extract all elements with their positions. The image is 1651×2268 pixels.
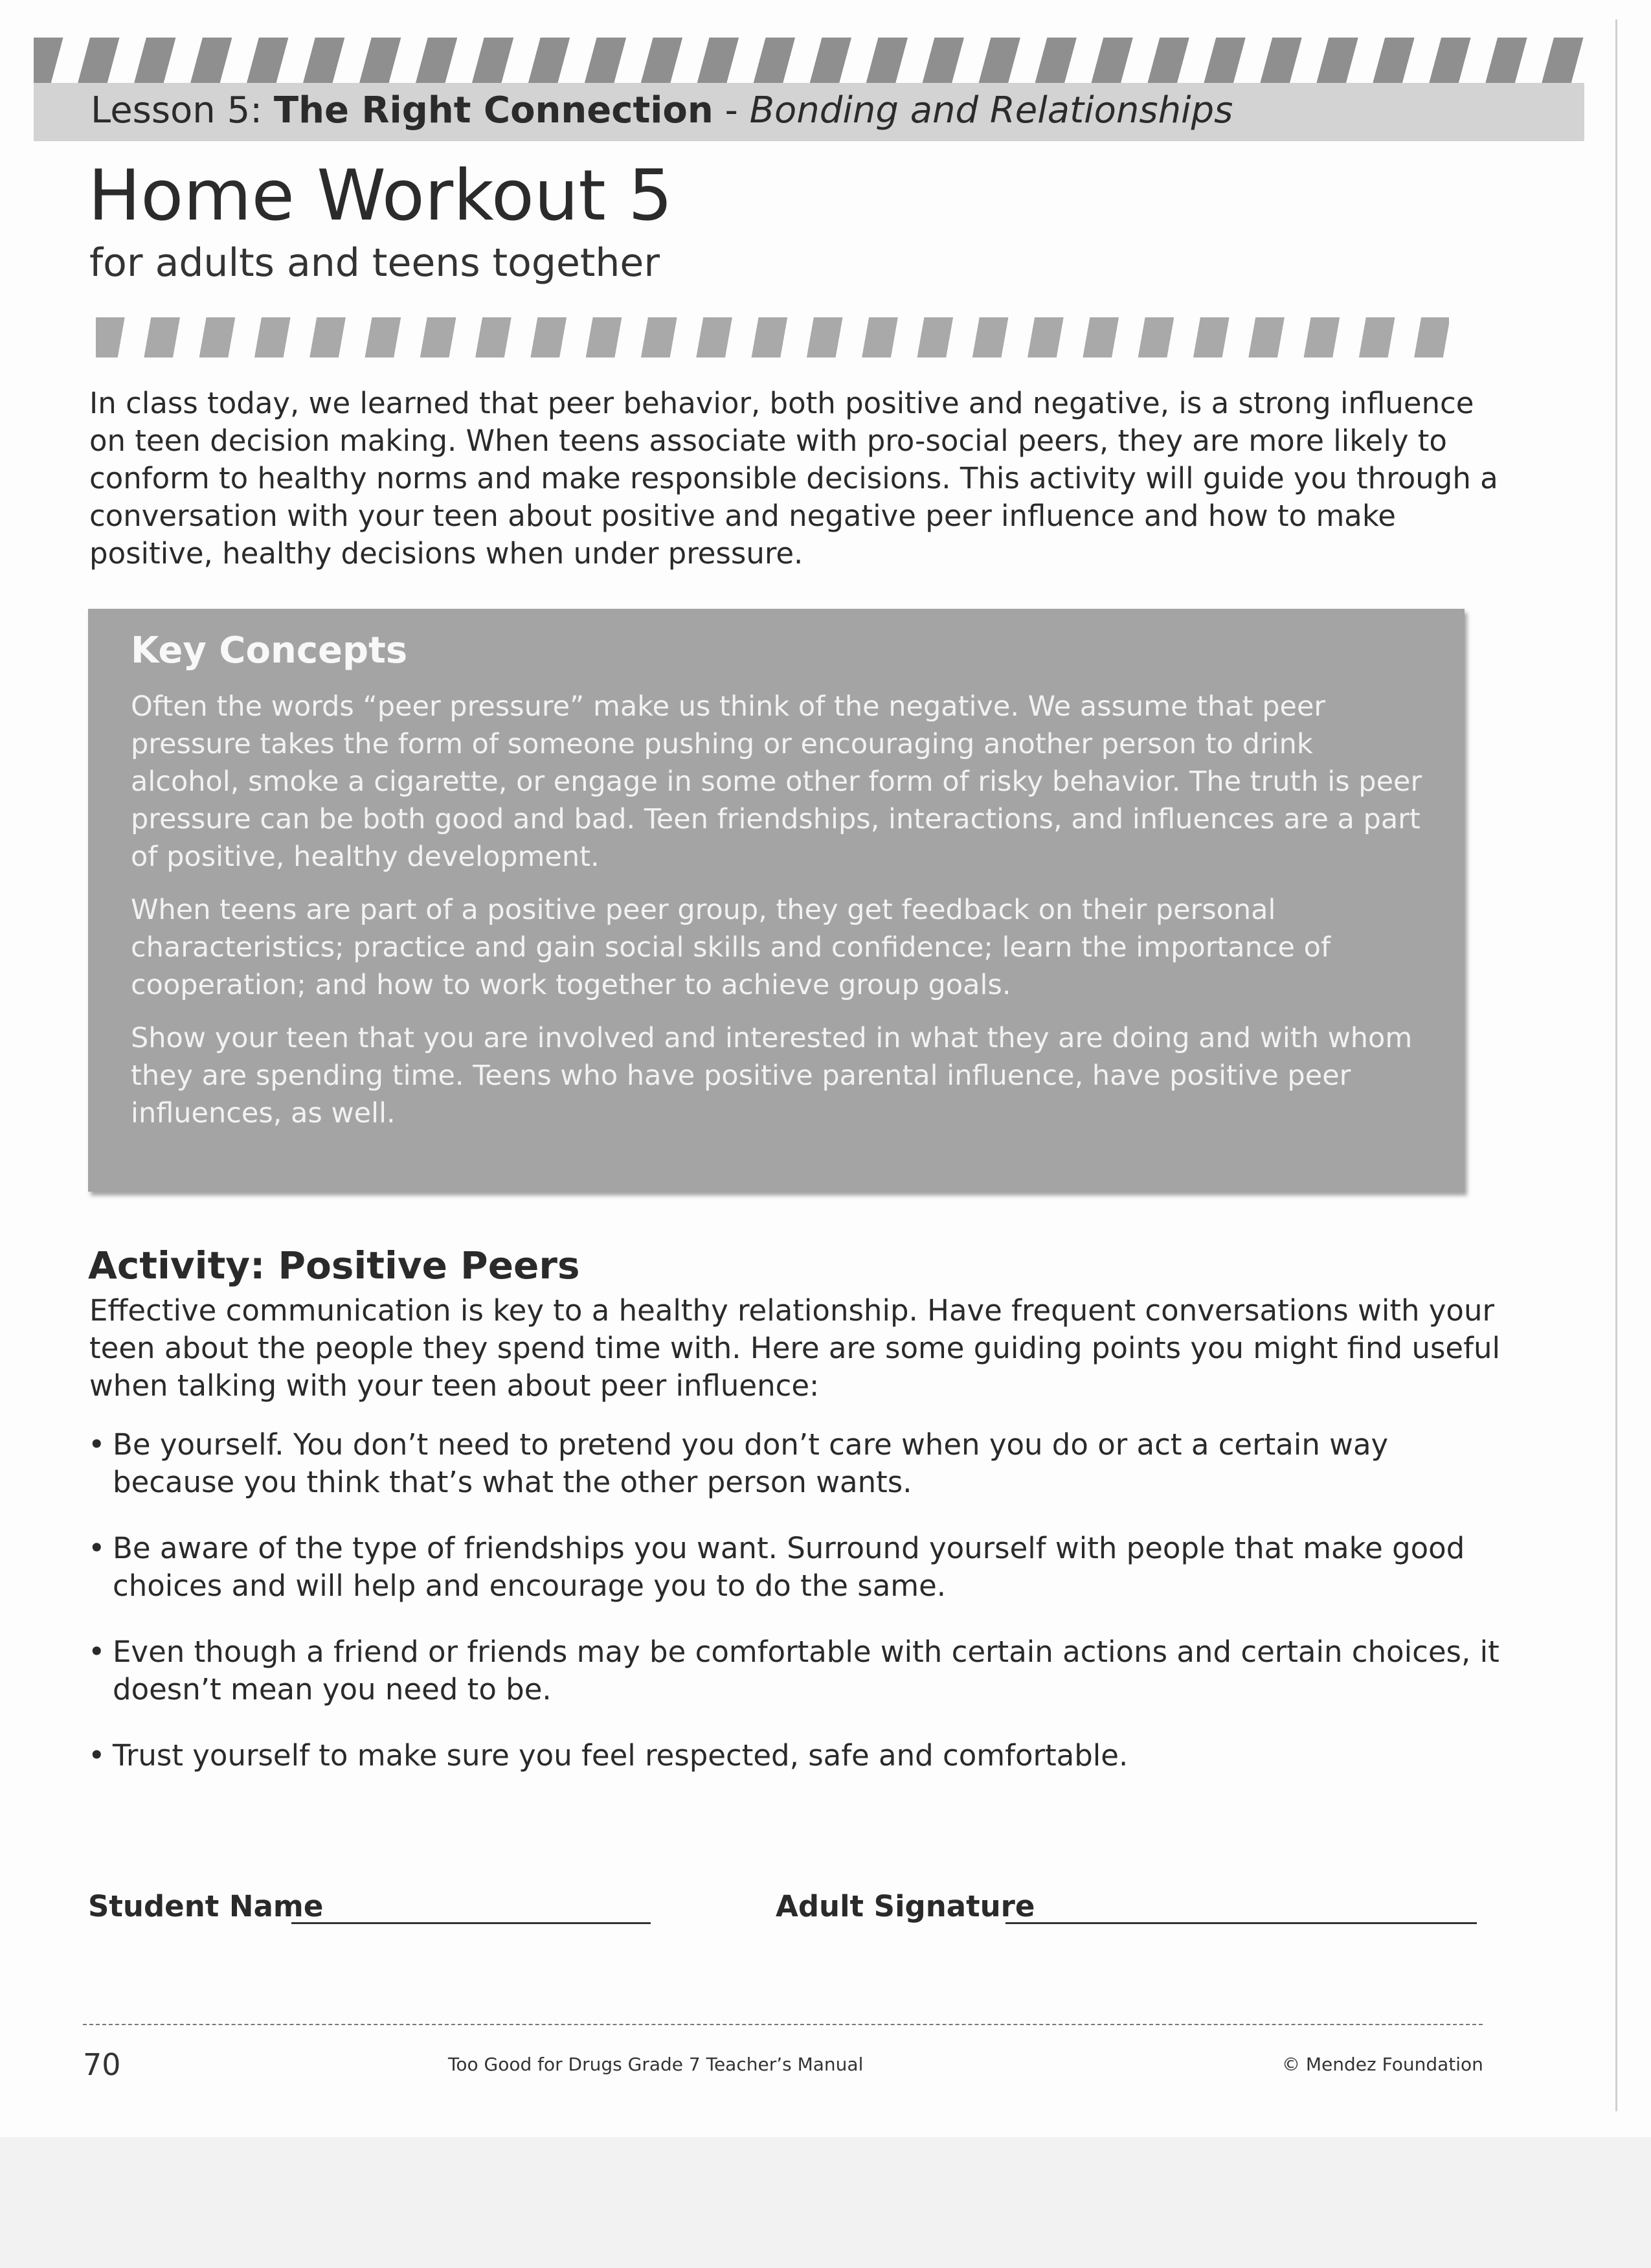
lesson-subtitle: Bonding and Relationships <box>749 89 1233 131</box>
activity-title: Activity: Positive Peers <box>88 1243 580 1287</box>
student-name-label: Student Name <box>88 1889 324 1923</box>
title-divider-stripes <box>96 317 1449 357</box>
list-item <box>88 1426 1499 1501</box>
list-item <box>88 1633 1499 1708</box>
page-subtitle: for adults and teens together <box>89 240 660 286</box>
bullet-icon: • <box>88 1531 106 1565</box>
list-item-text: Trust yourself to make sure you feel respected, safe and comfortable. <box>113 1738 1129 1773</box>
key-concepts-title: Key Concepts <box>131 629 408 672</box>
lesson-title: The Right Connection <box>273 89 713 131</box>
key-concepts-paragraph: Often the words “peer pressure” make us think of the negative. We assume that peer pressure takes the form of someone pushing or encouraging another person to drink alcohol, smoke a cigarette, or engage in some other form of risky behavior. The truth is peer pressure can be both good and bad. Teen friendships, interactions, and influences are a part of positive, healthy development. <box>131 690 1422 873</box>
intro-paragraph: In class today, we learned that peer behavior, both positive and negative, is a strong influence on teen decision making. When teens associate with pro-social peers, they are more likely to conform to healthy norms and make responsible decisions. This activity will guide you through a conversation with your teen about positive and negative peer influence and how to make positive, healthy decisions when under pressure. <box>89 386 1498 571</box>
lesson-heading <box>91 88 1233 133</box>
footer-copyright: © Mendez Foundation <box>1282 2054 1483 2075</box>
adult-signature-label: Adult Signature <box>776 1889 1035 1923</box>
page-title: Home Workout 5 <box>88 155 673 236</box>
list-item-text: Be aware of the type of friendships you want. Surround yourself with people that make good choices and will help and encourage you to do the same. <box>113 1531 1465 1603</box>
key-concepts-paragraph: When teens are part of a positive peer group, they get feedback on their personal characteristics; practice and gain social skills and confidence; learn the importance of cooperation; and how to work together to achieve group goals. <box>131 894 1331 1001</box>
page-number: 70 <box>83 2047 121 2082</box>
key-concepts-box <box>88 609 1465 1192</box>
student-name-field[interactable] <box>291 1922 651 1924</box>
footer-manual-title: Too Good for Drugs Grade 7 Teacher’s Manual <box>448 2054 864 2075</box>
scan-bottom-margin <box>0 2137 1651 2268</box>
footer-divider <box>83 2024 1483 2025</box>
list-item-text: Even though a friend or friends may be comfortable with certain actions and certain choices, it doesn’t mean you need to be. <box>113 1635 1499 1707</box>
list-item <box>88 1530 1499 1605</box>
list-item-text: Be yourself. You don’t need to pretend you don’t care when you do or act a certain way because you think that’s what the other person wants. <box>113 1427 1389 1499</box>
key-concepts-paragraph: Show your teen that you are involved and interested in what they are doing and with whom they are spending time. Teens who have positive parental influence, have positive peer influences, as well. <box>131 1022 1413 1129</box>
bullet-icon: • <box>88 1738 106 1773</box>
bullet-icon: • <box>88 1427 106 1462</box>
lesson-prefix: Lesson 5: <box>91 89 263 131</box>
guiding-points-list <box>88 1426 1499 1803</box>
scan-page-edge <box>1615 19 1617 2111</box>
bullet-icon: • <box>88 1635 106 1669</box>
header-stripes <box>34 38 1584 84</box>
lesson-separator: - <box>724 89 738 131</box>
adult-signature-field[interactable] <box>1005 1922 1477 1924</box>
activity-intro: Effective communication is key to a healthy relationship. Have frequent conversations with your teen about the people they spend time with. Here are some guiding points you might find useful when talking with your teen about peer influence: <box>89 1293 1500 1403</box>
list-item <box>88 1737 1499 1775</box>
